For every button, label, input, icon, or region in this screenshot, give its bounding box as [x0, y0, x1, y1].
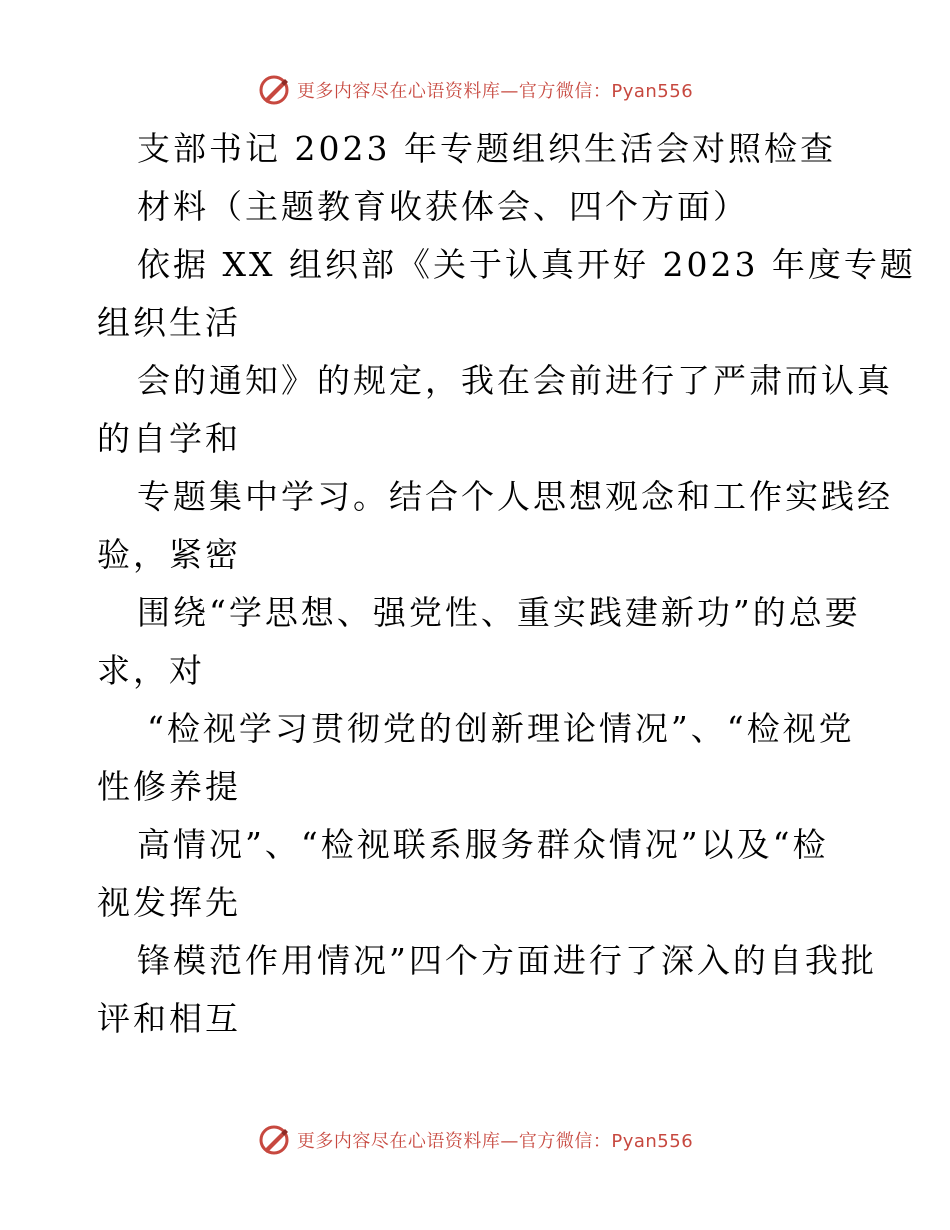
footer-watermark [0, 1120, 950, 1160]
paragraph-line: 锋模范作用情况”四个方面进行了深入的自我批 [137, 941, 877, 980]
watermark-text: 更多内容尽在心语资料库—官方微信：Pyan556 [296, 1131, 694, 1152]
paragraph-line: 组织生活 [97, 303, 241, 342]
paragraph-line: 求，对 [97, 651, 205, 690]
paragraph-line: “检视学习贯彻党的创新理论情况”、“检视党 [147, 709, 855, 748]
paragraph-line: 的自学和 [97, 419, 241, 458]
title-line-2: 材料（主题教育收获体会、四个方面） [137, 187, 749, 226]
title-line-1: 支部书记 2023 年专题组织生活会对照检查 [137, 129, 836, 168]
paragraph-line: 视发挥先 [97, 883, 241, 922]
pen-logo-icon [257, 1123, 291, 1157]
paragraph-line: 围绕“学思想、强党性、重实践建新功”的总要 [137, 593, 861, 632]
watermark-text: 更多内容尽在心语资料库—官方微信：Pyan556 [296, 81, 694, 102]
paragraph-line: 依据 XX 组织部《关于认真开好 2023 年度专题 [137, 245, 916, 284]
paragraph-line: 高情况”、“检视联系服务群众情况”以及“检 [137, 825, 829, 864]
paragraph-line: 会的通知》的规定，我在会前进行了严肃而认真 [137, 361, 893, 400]
paragraph-line: 验，紧密 [97, 535, 241, 574]
pen-logo-icon [257, 73, 291, 107]
paragraph-line: 评和相互 [97, 999, 241, 1038]
document-body [97, 120, 916, 1048]
paragraph-line: 专题集中学习。结合个人思想观念和工作实践经 [137, 477, 893, 516]
paragraph-line: 性修养提 [97, 767, 241, 806]
header-watermark [0, 70, 950, 110]
